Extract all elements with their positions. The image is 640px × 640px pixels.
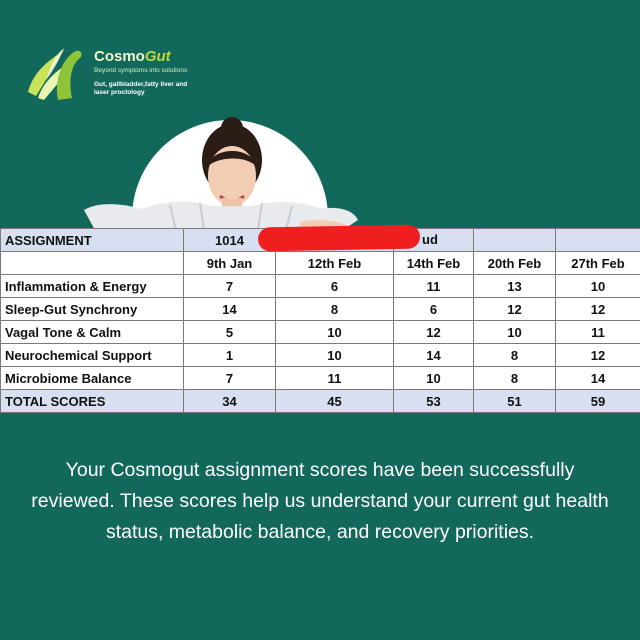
table-row [1, 367, 640, 390]
date-row-blank [1, 252, 184, 275]
score-cell: 12 [474, 298, 556, 321]
score-cell: 10 [276, 344, 394, 367]
date-header: 9th Jan [184, 252, 276, 275]
date-header: 27th Feb [556, 252, 640, 275]
score-cell: 11 [556, 321, 640, 344]
score-cell: 10 [556, 275, 640, 298]
brand-name-part2: Gut [144, 48, 171, 65]
score-cell: 8 [474, 367, 556, 390]
score-cell: 5 [184, 321, 276, 344]
date-header: 12th Feb [276, 252, 394, 275]
header-blank-cell [556, 229, 640, 252]
review-message: Your Cosmogut assignment scores have been successfully reviewed. These scores help us understand your current gut health status, metabolic balance, and recovery priorities. [31, 459, 609, 543]
score-cell: 11 [276, 367, 394, 390]
score-cell: 8 [276, 298, 394, 321]
total-label: TOTAL SCORES [1, 390, 184, 413]
score-cell: 14 [556, 367, 640, 390]
score-cell: 8 [474, 344, 556, 367]
score-cell: 7 [184, 367, 276, 390]
table-row [1, 275, 640, 298]
redaction-mark [258, 225, 420, 252]
total-cell: 51 [474, 390, 556, 413]
brand-services: Gut, gallbladder,fatty liver and laser proctology [94, 81, 188, 96]
score-cell: 10 [276, 321, 394, 344]
score-cell: 12 [556, 298, 640, 321]
swan-leaf-logo-icon [24, 40, 88, 102]
row-label: Neurochemical Support [1, 344, 184, 367]
brand-name-part1: Cosmo [94, 48, 145, 65]
table-row [1, 344, 640, 367]
score-cell: 12 [394, 321, 474, 344]
score-cell: 11 [394, 275, 474, 298]
row-label: Inflammation & Energy [1, 275, 184, 298]
total-row [1, 390, 640, 413]
date-header: 14th Feb [394, 252, 474, 275]
row-label: Microbiome Balance [1, 367, 184, 390]
score-cell: 6 [394, 298, 474, 321]
score-cell: 6 [276, 275, 394, 298]
score-cell: 1 [184, 344, 276, 367]
total-cell: 34 [184, 390, 276, 413]
redacted-suffix: ud [422, 232, 438, 247]
brand-tagline: Beyond symptoms into solutions [94, 67, 188, 74]
score-cell: 13 [474, 275, 556, 298]
table-row [1, 321, 640, 344]
row-label: Sleep-Gut Synchrony [1, 298, 184, 321]
brand-name [94, 48, 171, 65]
total-cell: 53 [394, 390, 474, 413]
date-header: 20th Feb [474, 252, 556, 275]
score-cell: 10 [394, 367, 474, 390]
row-label: Vagal Tone & Calm [1, 321, 184, 344]
score-cell: 14 [184, 298, 276, 321]
assignment-id: 1014 [184, 229, 276, 252]
scores-table [0, 228, 640, 413]
brand-logo [24, 40, 224, 104]
score-cell: 7 [184, 275, 276, 298]
date-row [1, 252, 640, 275]
score-cell: 14 [394, 344, 474, 367]
table-row [1, 298, 640, 321]
total-cell: 45 [276, 390, 394, 413]
score-cell: 12 [556, 344, 640, 367]
score-cell: 10 [474, 321, 556, 344]
assignment-header: ASSIGNMENT [1, 229, 184, 252]
header-blank-cell [474, 229, 556, 252]
total-cell: 59 [556, 390, 640, 413]
